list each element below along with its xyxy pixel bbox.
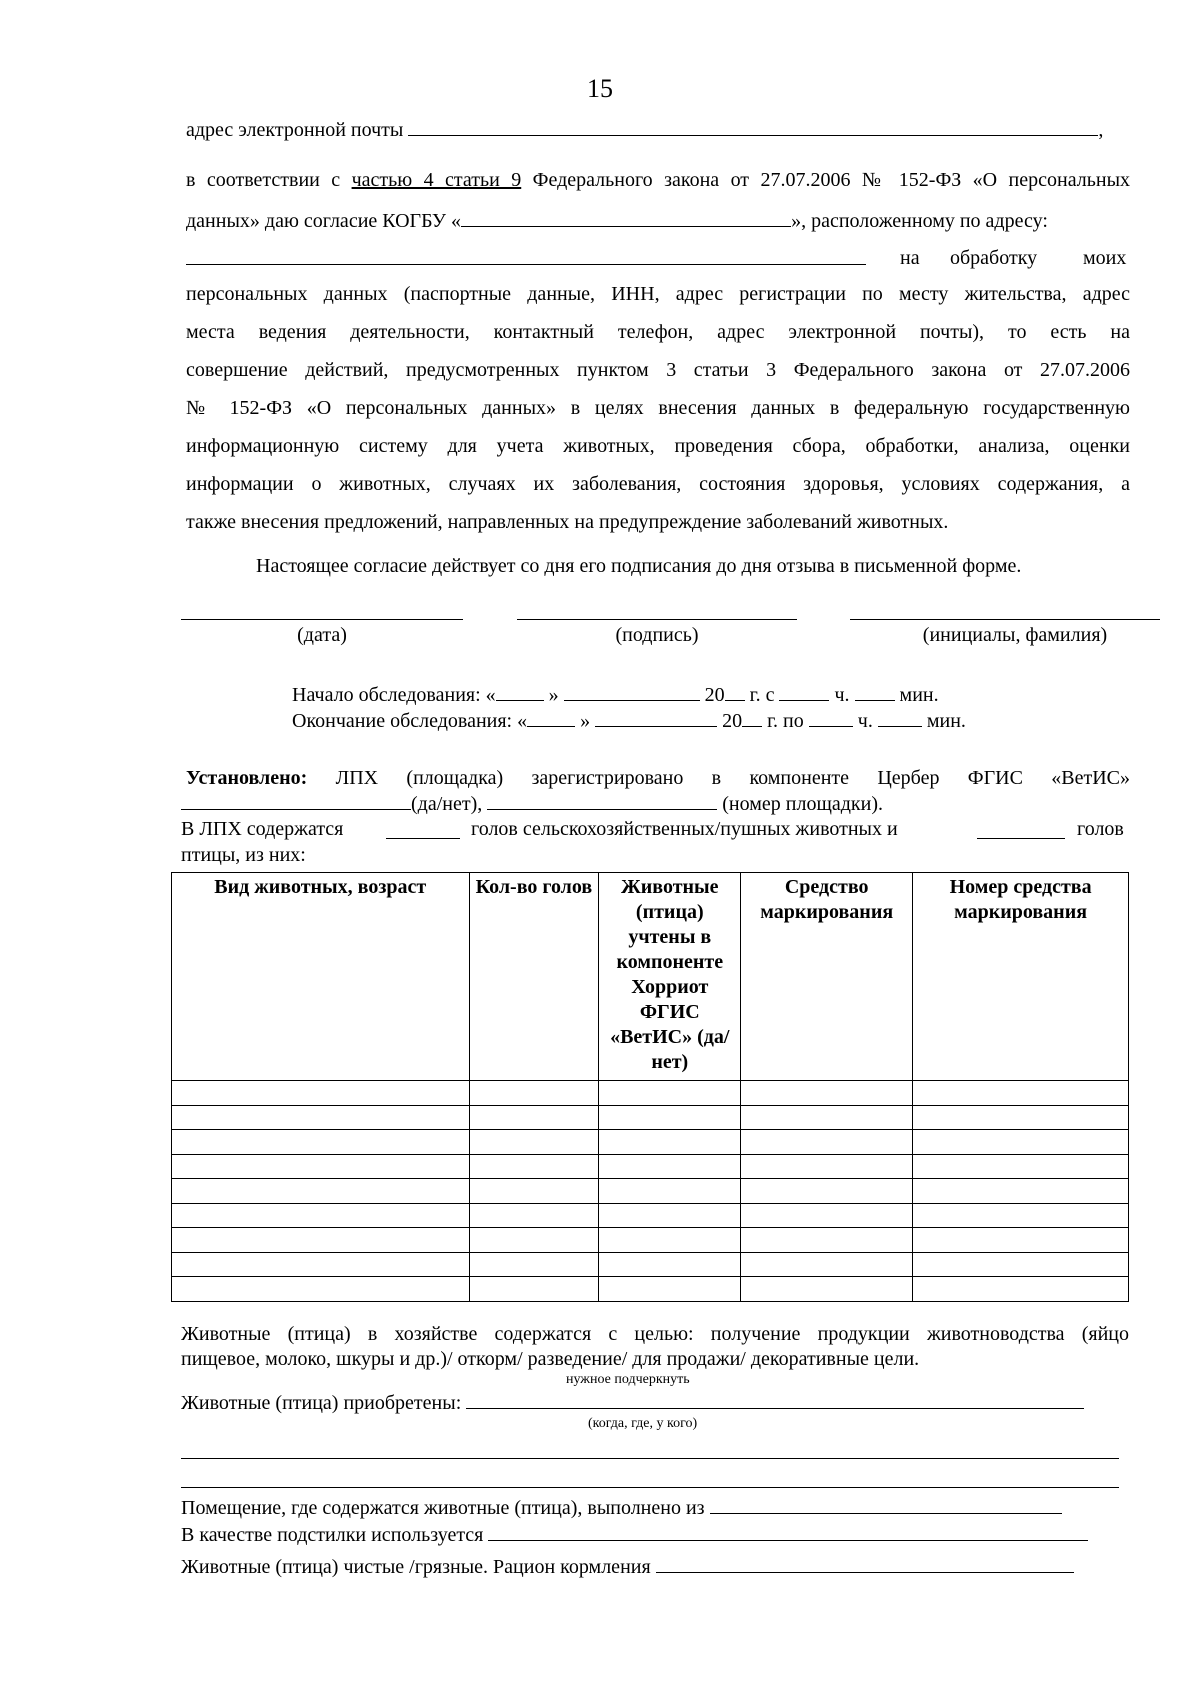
- name-caption: (инициалы, фамилия): [922, 624, 1108, 646]
- table-cell[interactable]: [741, 1228, 913, 1253]
- table-cell[interactable]: [913, 1081, 1129, 1106]
- bedding-field[interactable]: [488, 1522, 1088, 1541]
- col-header-horriot-registered: Животные (птица) учтены в компоненте Хорриот ФГИС «ВетИС» (да/нет): [599, 873, 741, 1081]
- table-row: [172, 1203, 1129, 1228]
- consent-line-3: [186, 246, 1130, 271]
- email-row: [186, 117, 1103, 142]
- end-year-field[interactable]: [742, 708, 762, 727]
- established-text: ЛПХ (площадка) зарегистрировано в компоненте Цербер ФГИС «ВетИС»: [307, 767, 1130, 789]
- table-cell[interactable]: [469, 1179, 599, 1204]
- table-cell[interactable]: [913, 1252, 1129, 1277]
- table-row: [172, 1154, 1129, 1179]
- address-field[interactable]: [186, 246, 866, 265]
- table-cell[interactable]: [469, 1154, 599, 1179]
- consent-line-2: [186, 208, 1048, 233]
- consent-text: обработку: [950, 247, 1038, 269]
- table-cell[interactable]: [741, 1252, 913, 1277]
- hours-label: ч.: [857, 710, 873, 732]
- table-cell[interactable]: [469, 1130, 599, 1155]
- table-row: [172, 1228, 1129, 1253]
- table-cell[interactable]: [172, 1130, 470, 1155]
- table-cell[interactable]: [469, 1081, 599, 1106]
- table-cell[interactable]: [741, 1130, 913, 1155]
- purpose-note: нужное подчеркнуть: [566, 1372, 690, 1387]
- table-cell[interactable]: [172, 1179, 470, 1204]
- consent-text: № 152-ФЗ «О персональных данных» в целях внесения данных в федеральную государственную: [186, 397, 1130, 419]
- premises-row: [181, 1495, 1062, 1520]
- inspection-end-row: [292, 708, 966, 733]
- consent-text: информационную систему для учета животных, проведения сбора, обработки, анализа, оценки: [186, 435, 1130, 457]
- validity-text: Настоящее согласие действует со дня его подписания до дня отзыва в письменной форме.: [256, 555, 1022, 577]
- table-cell[interactable]: [599, 1081, 741, 1106]
- col-header-species-age: Вид животных, возраст: [172, 873, 470, 1081]
- page-number: 15: [587, 74, 613, 103]
- end-month-field[interactable]: [595, 708, 717, 727]
- table-cell[interactable]: [913, 1105, 1129, 1130]
- consent-text: совершение действий, предусмотренных пунктом 3 статьи 3 Федерального закона от 27.07.2006: [186, 359, 1130, 381]
- table-cell[interactable]: [913, 1154, 1129, 1179]
- table-cell[interactable]: [469, 1203, 599, 1228]
- to-label: г. по: [767, 710, 804, 732]
- consent-text: места ведения деятельности, контактный телефон, адрес электронной почты), то есть на: [186, 321, 1130, 343]
- quote-close: »: [548, 684, 559, 706]
- hours-label: ч.: [834, 684, 850, 706]
- consent-text: данных» даю согласие КОГБУ «: [186, 210, 462, 232]
- date-caption: (дата): [297, 624, 347, 646]
- established-line-2: [181, 791, 883, 816]
- start-minute-field[interactable]: [855, 682, 895, 701]
- consent-text: моих: [1083, 247, 1127, 269]
- table-row: [172, 1179, 1129, 1204]
- table-cell[interactable]: [172, 1154, 470, 1179]
- acquired-note: (когда, где, у кого): [588, 1416, 698, 1431]
- consent-paragraph: [186, 282, 1130, 548]
- year-prefix: 20: [722, 710, 743, 732]
- table-row: [172, 1105, 1129, 1130]
- consent-text: также внесения предложений, направленных на предупреждение заболеваний животных.: [186, 511, 949, 533]
- table-cell[interactable]: [172, 1252, 470, 1277]
- table-cell[interactable]: [741, 1203, 913, 1228]
- law-link[interactable]: частью 4 статьи 9: [351, 169, 522, 191]
- start-day-field[interactable]: [496, 682, 544, 701]
- bedding-label: В качестве подстилки используется: [181, 1524, 484, 1546]
- table-cell[interactable]: [741, 1081, 913, 1106]
- acquired-row: [181, 1390, 1084, 1415]
- start-hour-field[interactable]: [779, 682, 829, 701]
- institution-field[interactable]: [461, 208, 791, 227]
- bedding-row: [181, 1522, 1088, 1547]
- minutes-label: мин.: [899, 684, 939, 706]
- established-text: В ЛПХ содержатся: [181, 818, 344, 840]
- registered-field[interactable]: [181, 791, 411, 810]
- table-cell[interactable]: [599, 1105, 741, 1130]
- signature-caption: (подпись): [615, 624, 699, 646]
- table-cell[interactable]: [469, 1277, 599, 1302]
- table-cell[interactable]: [599, 1277, 741, 1302]
- acquired-continuation-line[interactable]: [181, 1487, 1119, 1488]
- site-number-field[interactable]: [487, 791, 717, 810]
- established-text: голов сельскохозяйственных/пушных животных и: [471, 818, 898, 840]
- table-cell[interactable]: [469, 1105, 599, 1130]
- col-header-marking-means: Средство маркирования: [741, 873, 913, 1081]
- livestock-count-field[interactable]: [386, 820, 460, 839]
- table-cell[interactable]: [599, 1154, 741, 1179]
- established-line-1: [186, 766, 1130, 790]
- premises-field[interactable]: [710, 1495, 1062, 1514]
- table-row: [172, 1277, 1129, 1302]
- signature-line[interactable]: [517, 619, 797, 620]
- date-signature-line[interactable]: [181, 619, 463, 620]
- table-cell[interactable]: [172, 1081, 470, 1106]
- start-year-field[interactable]: [725, 682, 745, 701]
- table-cell[interactable]: [172, 1277, 470, 1302]
- feeding-row: [181, 1554, 1074, 1579]
- consent-text: Федерального закона от 27.07.2006 № 152-ФЗ «О персональных: [521, 169, 1131, 191]
- acquired-continuation-line[interactable]: [181, 1458, 1119, 1459]
- established-heading: Установлено:: [186, 767, 308, 789]
- end-hour-field[interactable]: [809, 708, 853, 727]
- table-cell[interactable]: [913, 1179, 1129, 1204]
- end-day-field[interactable]: [527, 708, 575, 727]
- table-cell[interactable]: [913, 1277, 1129, 1302]
- table-cell[interactable]: [599, 1203, 741, 1228]
- table-cell[interactable]: [741, 1277, 913, 1302]
- table-row: [172, 1081, 1129, 1106]
- table-row: [172, 1252, 1129, 1277]
- minutes-label: мин.: [926, 710, 966, 732]
- consent-text: информации о животных, случаях их заболевания, состояния здоровья, условиях содержания, а: [186, 473, 1130, 495]
- year-prefix: 20: [704, 684, 725, 706]
- email-field[interactable]: [408, 117, 1098, 136]
- premises-label: Помещение, где содержатся животные (птица), выполнено из: [181, 1497, 705, 1519]
- animals-table: [171, 872, 1129, 1302]
- table-cell[interactable]: [599, 1252, 741, 1277]
- cleanliness-label: Животные (птица) чистые /грязные. Рацион кормления: [181, 1556, 651, 1578]
- inspection-end-label: Окончание обследования: «: [292, 710, 528, 732]
- table-cell[interactable]: [599, 1130, 741, 1155]
- established-text: голов: [1077, 818, 1124, 840]
- table-cell[interactable]: [913, 1203, 1129, 1228]
- table-cell[interactable]: [599, 1179, 741, 1204]
- table-cell[interactable]: [741, 1105, 913, 1130]
- email-label: адрес электронной почты: [186, 119, 404, 141]
- table-cell[interactable]: [599, 1228, 741, 1253]
- yesno-label: (да/нет),: [411, 793, 483, 815]
- consent-line-1: [186, 168, 1130, 192]
- table-row: [172, 1130, 1129, 1155]
- purpose-line-2: пищевое, молоко, шкуры и др.)/ откорм/ разведение/ для продажи/ декоративные цели.: [181, 1348, 920, 1370]
- established-line-3: [181, 817, 1129, 841]
- table-cell[interactable]: [172, 1203, 470, 1228]
- consent-text: », расположенному по адресу:: [791, 210, 1048, 232]
- established-line-4: птицы, из них:: [181, 844, 306, 866]
- table-header-row: [172, 873, 1129, 1081]
- email-comma: ,: [1098, 119, 1104, 141]
- col-header-marking-number: Номер средства маркирования: [913, 873, 1129, 1081]
- acquired-label: Животные (птица) приобретены:: [181, 1392, 462, 1414]
- feeding-field[interactable]: [656, 1554, 1074, 1573]
- table-cell[interactable]: [913, 1228, 1129, 1253]
- quote-close: »: [580, 710, 591, 732]
- consent-text: персональных данных (паспортные данные, ИНН, адрес регистрации по месту жительства, адрес: [186, 283, 1130, 305]
- table-cell[interactable]: [741, 1179, 913, 1204]
- table-body: [172, 1081, 1129, 1302]
- inspection-start-label: Начало обследования: «: [292, 684, 496, 706]
- start-month-field[interactable]: [564, 682, 700, 701]
- table-cell[interactable]: [913, 1130, 1129, 1155]
- consent-text: в соответствии с: [186, 169, 352, 191]
- purpose-line-1: Животные (птица) в хозяйстве содержатся с целью: получение продукции животноводства (яйцо: [181, 1323, 1129, 1345]
- acquired-field[interactable]: [466, 1390, 1084, 1409]
- col-header-count: Кол-во голов: [469, 873, 599, 1081]
- table-cell[interactable]: [172, 1228, 470, 1253]
- table-cell[interactable]: [172, 1105, 470, 1130]
- consent-text: на: [900, 247, 920, 269]
- site-number-label: (номер площадки).: [722, 793, 883, 815]
- inspection-start-row: [292, 682, 939, 707]
- table-cell[interactable]: [469, 1228, 599, 1253]
- table-cell[interactable]: [741, 1154, 913, 1179]
- name-signature-line[interactable]: [850, 619, 1160, 620]
- end-minute-field[interactable]: [878, 708, 922, 727]
- from-label: г. с: [749, 684, 775, 706]
- poultry-count-field[interactable]: [977, 820, 1065, 839]
- table-cell[interactable]: [469, 1252, 599, 1277]
